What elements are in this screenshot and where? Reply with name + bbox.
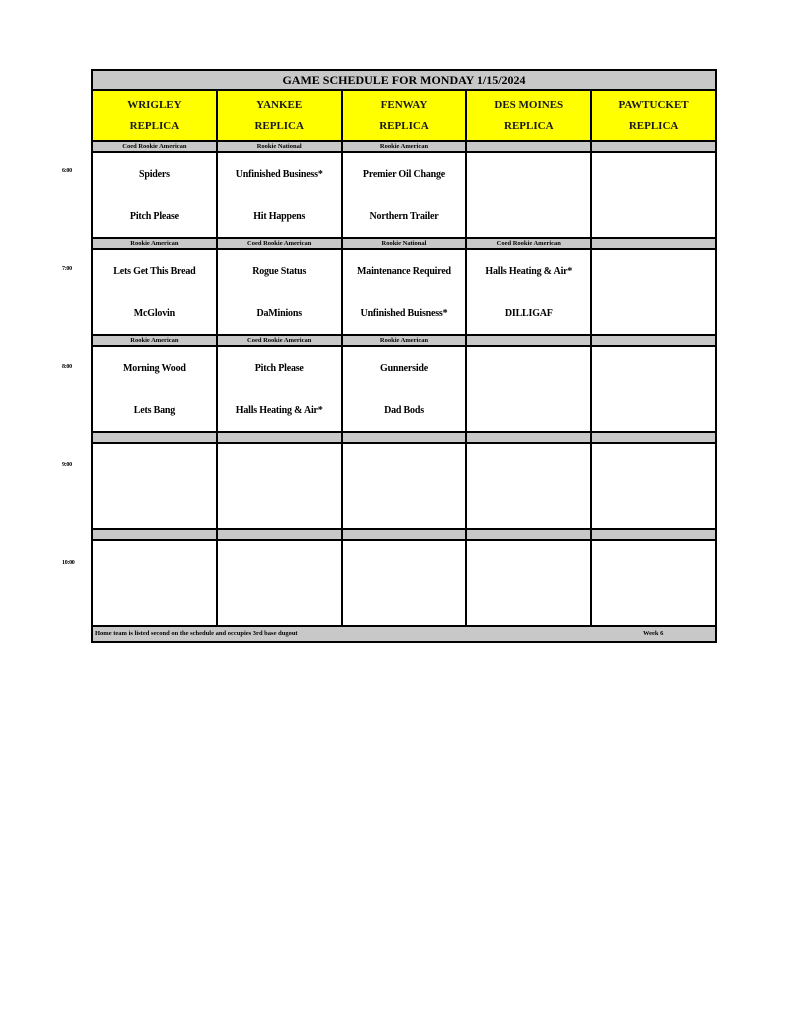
away-team: Spiders: [138, 169, 170, 180]
division-label: [93, 530, 218, 539]
home-team: Hit Happens: [253, 211, 306, 222]
game-cell: [218, 153, 343, 237]
home-team: Northern Trailer: [369, 211, 439, 222]
game-cell: [343, 250, 468, 334]
division-label: [93, 433, 218, 442]
time-label: 6:00: [62, 168, 72, 174]
game-row: [93, 347, 715, 433]
division-label: Coed Rookie American: [218, 239, 343, 248]
division-label: [218, 433, 343, 442]
division-label: Rookie National: [218, 142, 343, 151]
game-cell: [343, 347, 468, 431]
home-team: DaMinions: [256, 308, 302, 319]
away-team: Premier Oil Change: [362, 169, 446, 180]
game-cell: [592, 153, 715, 237]
division-row: [93, 530, 715, 541]
field-name: FENWAY: [380, 99, 428, 112]
away-team: Lets Get This Bread: [113, 266, 196, 277]
game-cell: [218, 250, 343, 334]
away-team: Pitch Please: [254, 363, 304, 374]
home-team: Pitch Please: [129, 211, 179, 222]
schedule-title: GAME SCHEDULE FOR MONDAY 1/15/2024: [93, 71, 715, 91]
home-team: McGlovin: [133, 308, 175, 319]
game-cell: [93, 250, 218, 334]
field-header-des-moines: [467, 91, 592, 140]
home-team: Unfinished Buisness*: [360, 308, 448, 319]
division-label: Coed Rookie American: [218, 336, 343, 345]
game-cell: [93, 541, 218, 625]
away-team: Unfinished Business*: [235, 169, 323, 180]
field-subtitle: REPLICA: [379, 119, 429, 132]
game-row: [93, 250, 715, 336]
schedule-table: [91, 69, 717, 643]
home-team: DILLIGAF: [504, 308, 553, 319]
field-header-wrigley: [93, 91, 218, 140]
home-team: Halls Heating & Air*: [235, 405, 323, 416]
division-label: [592, 336, 715, 345]
division-label: [467, 336, 592, 345]
time-label: 9:00: [62, 462, 72, 468]
division-label: [467, 142, 592, 151]
home-team: Lets Bang: [133, 405, 176, 416]
game-cell: [93, 444, 218, 528]
field-subtitle: REPLICA: [254, 119, 304, 132]
division-label: [592, 433, 715, 442]
time-label: 7:00: [62, 266, 72, 272]
home-team-note: Home team is listed second on the schedule and occupies 3rd base dugout: [95, 630, 298, 637]
game-cell: [467, 444, 592, 528]
game-cell: [218, 541, 343, 625]
time-label: 8:00: [62, 364, 72, 370]
game-cell: [218, 347, 343, 431]
division-row: [93, 239, 715, 250]
game-cell: [467, 541, 592, 625]
game-cell: [343, 541, 468, 625]
division-row: [93, 336, 715, 347]
division-label: [467, 433, 592, 442]
field-subtitle: REPLICA: [628, 119, 679, 132]
game-cell: [343, 153, 468, 237]
game-cell: [343, 444, 468, 528]
division-label: Rookie American: [343, 142, 468, 151]
division-row: [93, 142, 715, 153]
division-label: Coed Rookie American: [93, 142, 218, 151]
field-header-yankee: [218, 91, 343, 140]
division-label: [343, 433, 468, 442]
game-cell: [467, 153, 592, 237]
division-label: Rookie American: [93, 239, 218, 248]
division-label: [343, 530, 468, 539]
division-label: Rookie National: [343, 239, 468, 248]
division-label: Coed Rookie American: [467, 239, 592, 248]
game-row: [93, 444, 715, 530]
field-header-pawtucket: [592, 91, 715, 140]
division-label: Rookie American: [93, 336, 218, 345]
division-label: [592, 239, 715, 248]
home-team: Dad Bods: [384, 405, 424, 416]
away-team: Maintenance Required: [357, 266, 451, 277]
schedule-footer: [93, 627, 715, 641]
field-subtitle: REPLICA: [129, 119, 180, 132]
game-cell: [467, 347, 592, 431]
field-header-fenway: [343, 91, 468, 140]
field-name: YANKEE: [256, 99, 303, 112]
division-label: [467, 530, 592, 539]
division-label: Rookie American: [343, 336, 468, 345]
field-name: WRIGLEY: [127, 99, 182, 112]
game-cell: [93, 153, 218, 237]
away-team: Rogue Status: [252, 266, 307, 277]
game-row: [93, 541, 715, 627]
field-name: DES MOINES: [494, 99, 564, 112]
field-name: PAWTUCKET: [618, 99, 689, 112]
game-cell: [218, 444, 343, 528]
away-team: Gunnerside: [379, 363, 428, 374]
game-cell: [592, 541, 715, 625]
division-label: [218, 530, 343, 539]
game-cell: [93, 347, 218, 431]
time-label: 10:00: [62, 560, 75, 566]
game-cell: [467, 250, 592, 334]
week-label: Week 6: [643, 630, 664, 637]
game-cell: [592, 347, 715, 431]
away-team: Morning Wood: [123, 363, 186, 374]
game-cell: [592, 250, 715, 334]
game-row: [93, 153, 715, 239]
division-row: [93, 433, 715, 444]
field-subtitle: REPLICA: [504, 119, 554, 132]
field-header-row: [93, 91, 715, 142]
division-label: [592, 142, 715, 151]
division-label: [592, 530, 715, 539]
game-cell: [592, 444, 715, 528]
away-team: Halls Heating & Air*: [485, 266, 573, 277]
